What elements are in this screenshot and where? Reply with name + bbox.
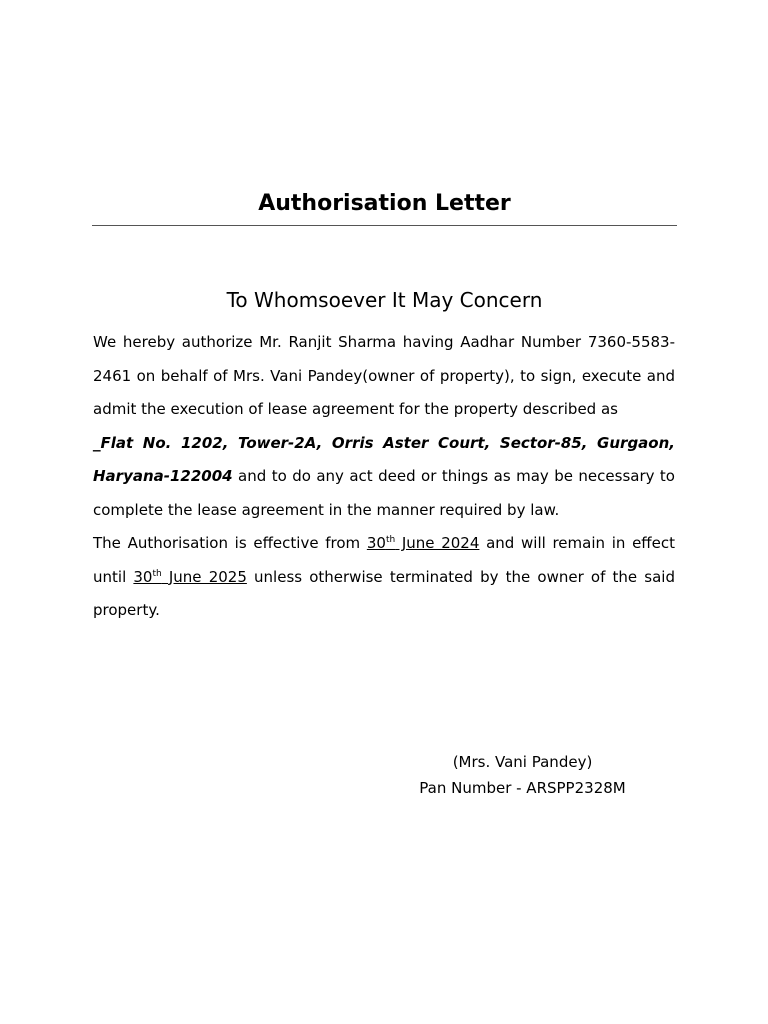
validity-text-3: unless otherwise terminated by the owner of the said property.	[93, 567, 675, 619]
end-date-suffix: th	[152, 568, 162, 579]
validity-text-2: and will remain in effect until	[93, 534, 675, 586]
start-date-suffix: th	[385, 535, 396, 545]
signature-block	[380, 749, 665, 801]
validity-text-1: The Authorisation is effective from	[93, 534, 367, 552]
paragraph-continuation: and to do any act deed or things as may be necessary to complete the lease agreement in the manner required by law.	[93, 467, 675, 519]
pan-number: Pan Number - ARSPP2328M	[419, 779, 626, 797]
property-address: _Flat No. 1202, Tower-2A, Orris Aster Court, Sector-85, Gurgaon, Haryana-122004	[93, 433, 675, 485]
signatory-name: (Mrs. Vani Pandey)	[452, 753, 593, 771]
paragraph-intro: We hereby authorize Mr. Ranjit Sharma having Aadhar Number 7360-5583-2461 on behalf of Mrs. Vani Pandey(owner of property), to sign, execute and admit the execution of lease agreement for the property described as	[93, 333, 675, 418]
paragraph-validity	[93, 527, 675, 628]
end-date	[133, 568, 246, 586]
paragraph-authorization	[93, 326, 675, 527]
start-date-month-year: June 2024	[395, 534, 480, 552]
title-divider	[92, 225, 677, 226]
letter-title: Authorisation Letter	[258, 191, 511, 216]
letter-body	[93, 326, 675, 628]
start-date	[367, 534, 480, 552]
salutation: To Whomsoever It May Concern	[226, 288, 543, 312]
start-date-day: 30	[366, 534, 386, 552]
end-date-month-year: June 2025	[161, 567, 247, 586]
end-date-day: 30	[133, 567, 153, 586]
